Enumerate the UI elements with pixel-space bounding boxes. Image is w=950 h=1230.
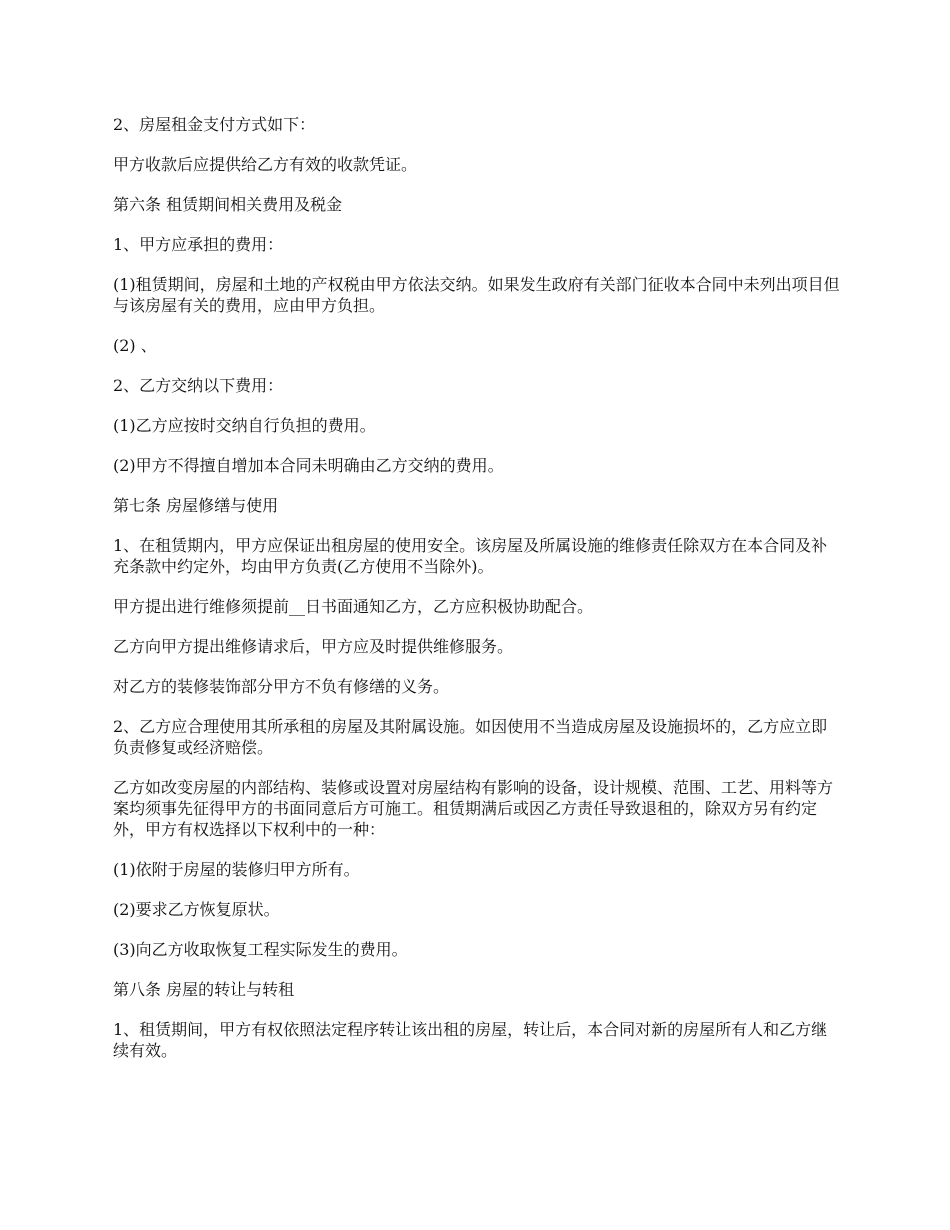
paragraph-receipt: 甲方收款后应提供给乙方有效的收款凭证。 — [113, 155, 418, 174]
paragraph-party-b-costs: 2、乙方交纳以下费用： — [113, 376, 284, 395]
paragraph-transfer: 1、租赁期间，甲方有权依照法定程序转让该出租的房屋，转让后，本合同对新的房屋所有人和乙方继续有效。 — [113, 1020, 828, 1060]
paragraph-option-2: (2)要求乙方恢复原状。 — [113, 900, 280, 919]
paragraph-property-tax: (1)租赁期间，房屋和土地的产权税由甲方依法交纳。如果发生政府有关部门征收本合同中未列出项目但与该房屋有关的费用，应由甲方负担。 — [113, 275, 840, 315]
paragraph-no-extra-fees: (2)甲方不得擅自增加本合同未明确由乙方交纳的费用。 — [113, 456, 504, 475]
heading-article-8: 第八条 房屋的转让与转租 — [113, 980, 295, 999]
paragraph-structural-changes: 乙方如改变房屋的内部结构、装修或设置对房屋结构有影响的设备，设计规模、范围、工艺、用料等方案均须事先征得甲方的书面同意后方可施工。租赁期满后或因乙方责任导致退租的，除双方另有约定外，甲方有权选择以下权利中的一种： — [113, 778, 834, 839]
paragraph-safety-repair: 1、在租赁期内，甲方应保证出租房屋的使用安全。该房屋及所属设施的维修责任除双方在本合同及补充条款中约定外，均由甲方负责(乙方使用不当除外)。 — [113, 536, 828, 576]
heading-article-6: 第六条 租赁期间相关费用及税金 — [113, 195, 343, 214]
paragraph-party-a-costs: 1、甲方应承担的费用： — [113, 235, 284, 254]
paragraph-option-3: (3)向乙方收取恢复工程实际发生的费用。 — [113, 940, 408, 959]
paragraph-repair-request: 乙方向甲方提出维修请求后，甲方应及时提供维修服务。 — [113, 637, 514, 656]
paragraph-item-2-blank: (2) 、 — [113, 336, 157, 355]
paragraph-repair-notice: 甲方提出进行维修须提前__日书面通知乙方，乙方应积极协助配合。 — [113, 597, 594, 616]
paragraph-reasonable-use: 2、乙方应合理使用其所承租的房屋及其附属设施。如因使用不当造成房屋及设施损坏的，乙方应立即负责修复或经济赔偿。 — [113, 717, 828, 757]
document-body — [113, 114, 843, 1080]
heading-article-7: 第七条 房屋修缮与使用 — [113, 496, 279, 515]
paragraph-party-b-pay-on-time: (1)乙方应按时交纳自行负担的费用。 — [113, 416, 376, 435]
paragraph-decoration-exclusion: 对乙方的装修装饰部分甲方不负有修缮的义务。 — [113, 677, 450, 696]
paragraph-rent-payment-method: 2、房屋租金支付方式如下： — [113, 115, 316, 134]
paragraph-option-1: (1)依附于房屋的装修归甲方所有。 — [113, 860, 360, 879]
